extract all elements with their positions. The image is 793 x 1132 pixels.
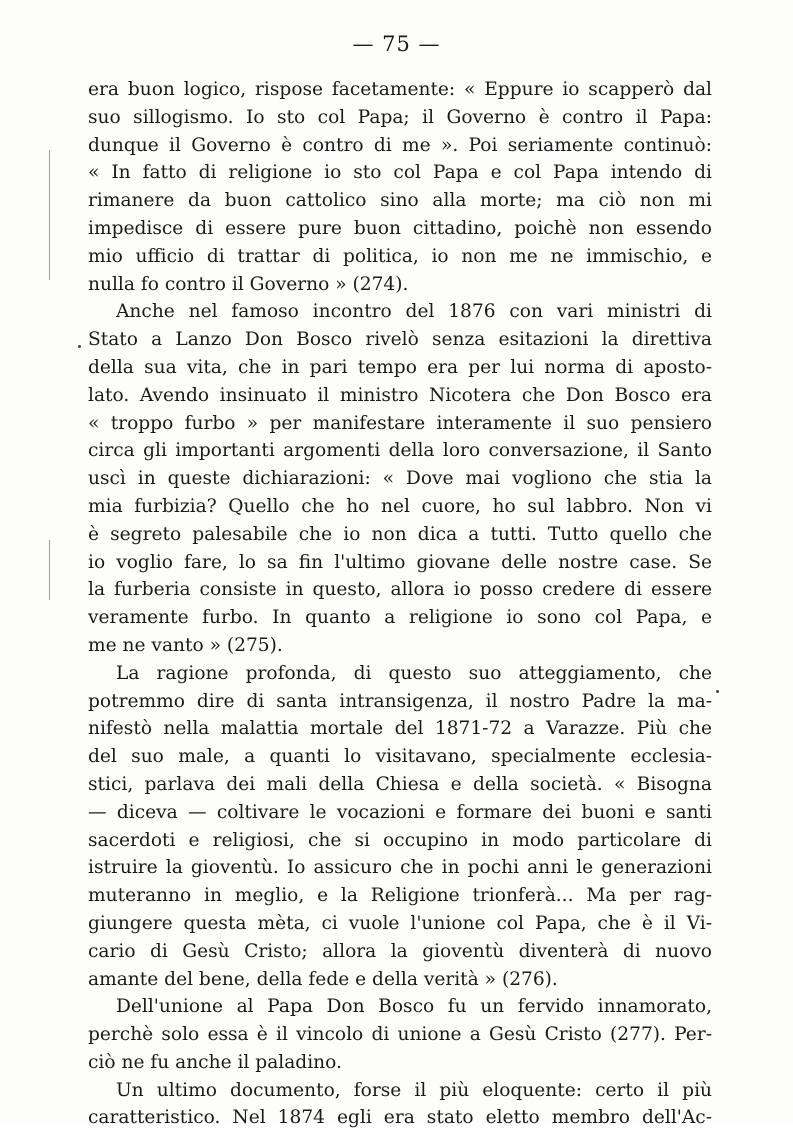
text-line: Dell'unione al Papa Don Bosco fu un fervido innamorato, bbox=[116, 996, 712, 1018]
body-text bbox=[88, 76, 712, 1132]
text-line: della sua vita, che in pari tempo era per lui norma di aposto- bbox=[88, 356, 712, 378]
text-line: « troppo furbo » per manifestare interamente il suo pensiero bbox=[88, 412, 712, 434]
text-line: la furberia consiste in questo, allora io posso credere di essere bbox=[88, 579, 712, 601]
text-line: amante del bene, della fede e della verità » (276). bbox=[88, 968, 558, 990]
text-line: era buon logico, rispose facetamente: « Eppure io scapperò dal bbox=[88, 79, 712, 100]
margin-mark bbox=[78, 345, 81, 348]
text-line: giungere questa mèta, ci vuole l'unione col Papa, che è il Vi- bbox=[88, 912, 712, 934]
text-line: io voglio fare, lo sa fin l'ultimo giovane delle nostre case. Se bbox=[88, 551, 712, 573]
text-line: veramente furbo. In quanto a religione io sono col Papa, e bbox=[88, 607, 712, 629]
text-line: « In fatto di religione io sto col Papa e col Papa intendo di bbox=[88, 162, 712, 184]
text-line: cario di Gesù Cristo; allora la gioventù diventerà di nuovo bbox=[88, 940, 712, 962]
text-line: nulla fo contro il Governo » (274). bbox=[88, 273, 409, 295]
text-line: circa gli importanti argomenti della loro conversazione, il Santo bbox=[88, 440, 712, 462]
text-line: perchè solo essa è il vincolo di unione a Gesù Cristo (277). Per- bbox=[88, 1024, 712, 1046]
text-line: ciò ne fu anche il paladino. bbox=[88, 1051, 342, 1073]
text-line: — diceva — coltivare le vocazioni e formare dei buoni e santi bbox=[88, 801, 712, 823]
text-line: suo sillogismo. Io sto col Papa; il Governo è contro il Papa: bbox=[88, 106, 712, 128]
text-line: caratteristico. Nel 1874 egli era stato eletto membro dell'Ac- bbox=[88, 1107, 712, 1129]
page-number: — 75 — bbox=[352, 32, 441, 56]
text-line: muteranno in meglio, e la Religione trionferà... Ma per rag- bbox=[88, 885, 712, 907]
text-line: nifestò nella malattia mortale del 1871-72 a Varazze. Più che bbox=[88, 718, 712, 740]
text-line: istruire la gioventù. Io assicuro che in pochi anni le generazioni bbox=[88, 857, 712, 879]
margin-mark bbox=[716, 690, 719, 693]
text-line: uscì in queste dichiarazioni: « Dove mai vogliono che stia la bbox=[88, 468, 712, 490]
text-line: mio ufficio di trattar di politica, io non me ne immischio, e bbox=[88, 245, 712, 267]
text-line: è segreto palesabile che io non dica a tutti. Tutto quello che bbox=[88, 523, 712, 545]
margin-line bbox=[49, 540, 50, 600]
text-line: rimanere da buon cattolico sino alla morte; ma ciò non mi bbox=[88, 190, 712, 212]
margin-line bbox=[49, 150, 50, 280]
text-line: Anche nel famoso incontro del 1876 con vari ministri di bbox=[116, 301, 712, 323]
text-line: lato. Avendo insinuato il ministro Nicotera che Don Bosco era bbox=[88, 384, 712, 406]
text-line: sacerdoti e religiosi, che si occupino in modo particolare di bbox=[88, 829, 712, 851]
text-line: La ragione profonda, di questo suo atteggiamento, che bbox=[116, 662, 712, 684]
text-line: mia furbizia? Quello che ho nel cuore, ho sul labbro. Non vi bbox=[88, 495, 712, 517]
text-line: me ne vanto » (275). bbox=[88, 634, 283, 656]
text-line: impedisce di essere pure buon cittadino, poichè non essendo bbox=[88, 217, 712, 239]
text-line: del suo male, a quanti lo visitavano, specialmente ecclesia- bbox=[88, 746, 712, 768]
text-line: Stato a Lanzo Don Bosco rivelò senza esitazioni la direttiva bbox=[88, 329, 712, 351]
text-line: stici, parlava dei mali della Chiesa e della società. « Bisogna bbox=[88, 773, 712, 795]
text-line: potremmo dire di santa intransigenza, il nostro Padre la ma- bbox=[88, 690, 712, 712]
text-line: Un ultimo documento, forse il più eloquente: certo il più bbox=[116, 1079, 712, 1101]
text-line: dunque il Governo è contro di me ». Poi seriamente continuò: bbox=[88, 134, 712, 156]
